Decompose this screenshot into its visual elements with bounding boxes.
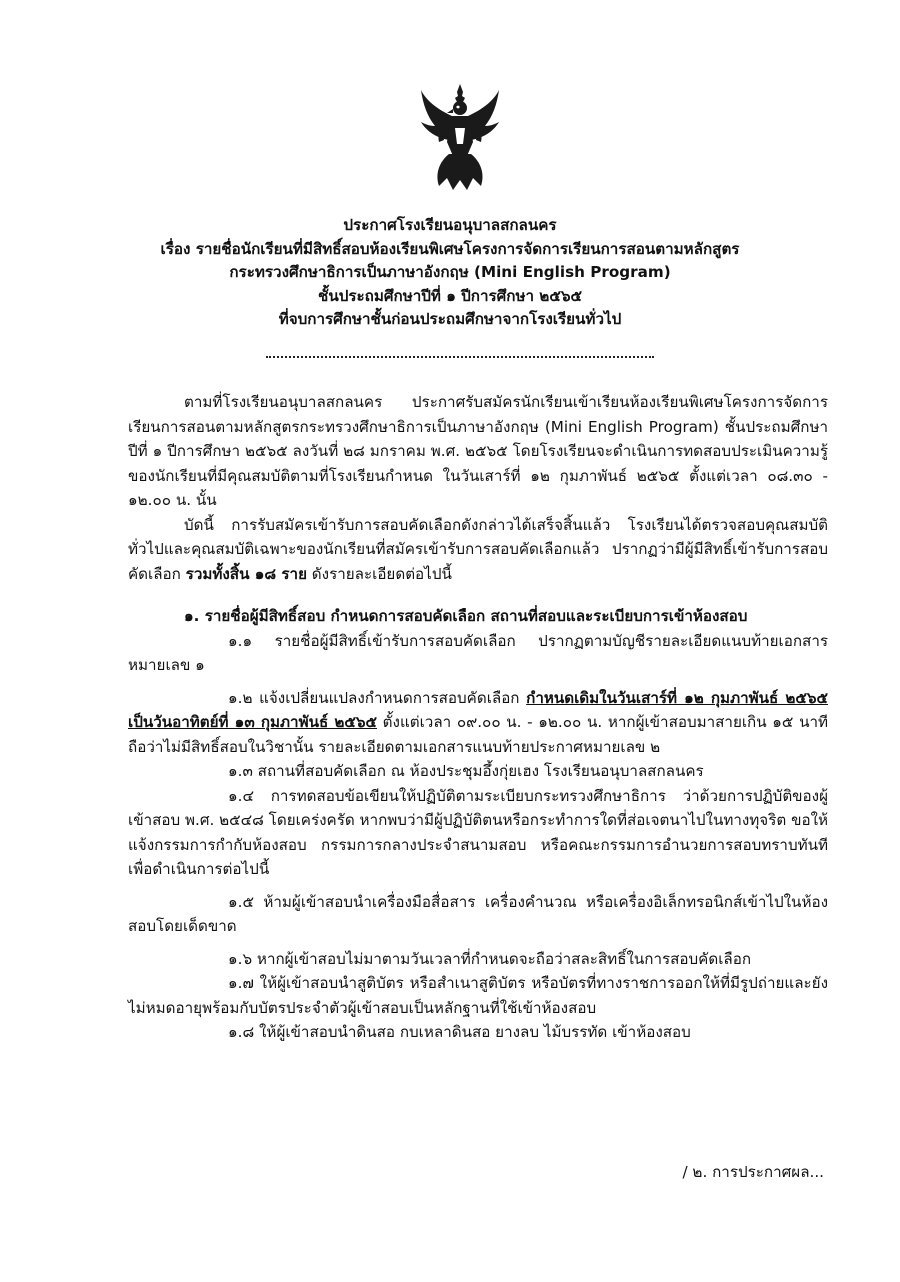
header-grade-line: ชั้นประถมศึกษาปีที่ ๑ ปีการศึกษา ๒๕๖๕ (318, 286, 582, 305)
item-1-2-tail: ตั้งแต่เวลา ๐๙.๐๐ น. - ๑๒.๐๐ น. หากผู้เข้าสอบมาสายเกิน ๑๕ นาที ถือว่าไม่มีสิทธิ์สอบในวิชานั้น รายละเอียดตามเอกสารแนบท้ายประกาศหมายเลข ๒ (128, 713, 828, 756)
announcement-header (120, 214, 780, 332)
section-1-heading: ๑. รายชื่อผู้มีสิทธิ์สอบ กำหนดการสอบคัดเลือก สถานที่สอบและระเบียบการเข้าห้องสอบ (184, 607, 748, 625)
item-1-4: ๑.๔ การทดสอบข้อเขียนให้ปฏิบัติตามระเบียบกระทรวงศึกษาธิการ ว่าด้วยการปฏิบัติของผู้เข้าสอบ พ.ศ. ๒๕๔๘ โดยเคร่งครัด หากพบว่ามีผู้ปฏิบัติตนหรือกระทำการใดที่ส่อเจตนาไปในทางทุจริต ขอให้แจ้งกรรมการกำกับห้องสอบ กรรมการกลางประจำสนามสอบ หรือคณะกรรมการอำนวยการสอบทราบทันทีเพื่อดำเนินการต่อไปนี้ (128, 786, 828, 878)
announcement-body (128, 390, 828, 1045)
intro-paragraph-2-tail: ดังรายละเอียดต่อไปนี้ (306, 564, 452, 583)
item-1-3: ๑.๓ สถานที่สอบคัดเลือก ณ ห้องประชุมอึ้งกุ่ยเฮง โรงเรียนอนุบาลสกลนคร (228, 762, 704, 780)
item-1-7: ๑.๗ ให้ผู้เข้าสอบนำสูติบัตร หรือสำเนาสูติบัตร หรือบัตรที่ทางราชการออกให้ที่มีรูปถ่ายและยังไม่หมดอายุพร้อมกับบัตรประจำตัวผู้เข้าสอบเป็นหลักฐานที่ใช้เข้าห้องสอบ (128, 974, 828, 1017)
item-1-1: ๑.๑ รายชื่อผู้มีสิทธิ์เข้ารับการสอบคัดเลือก ปรากฏตามบัญชีรายละเอียดแนบท้ายเอกสารหมายเลข ๑ (128, 631, 828, 674)
header-ministry-line: กระทรวงศึกษาธิการเป็นภาษาอังกฤษ (Mini English Program) (229, 263, 671, 281)
header-school-title: ประกาศโรงเรียนอนุบาลสกลนคร (343, 216, 557, 234)
garuda-emblem-icon (419, 82, 501, 194)
intro-paragraph-2 (128, 513, 828, 587)
item-1-2-text: ๑.๒ แจ้งเปลี่ยนแปลงกำหนดการสอบคัดเลือก (228, 688, 527, 707)
continued-on-next-page: / ๒. การประกาศผล... (682, 1163, 824, 1181)
item-1-6: ๑.๖ หากผู้เข้าสอบไม่มาตามวันเวลาที่กำหนดจะถือว่าสละสิทธิ์ในการสอบคัดเลือก (228, 949, 752, 968)
header-school-origin-line: ที่จบการศึกษาชั้นก่อนประถมศึกษาจากโรงเรียนทั่วไป (278, 310, 622, 328)
total-candidates: รวมทั้งสิ้น ๑๘ ราย (185, 564, 307, 583)
item-1-2 (128, 686, 828, 760)
dotted-divider (266, 356, 654, 358)
schedule-change-notice: กำหนดเดิมในวันเสาร์ที่ ๑๒ กุมภาพันธ์ ๒๕๖๕ เป็นวันอาทิตย์ที่ ๑๓ กุมภาพันธ์ ๒๕๖๕ (128, 688, 828, 731)
intro-paragraph-2-text: บัดนี้ การรับสมัครเข้ารับการสอบคัดเลือกดังกล่าวได้เสร็จสิ้นแล้ว โรงเรียนได้ตรวจสอบคุณสมบัติทั่วไปและคุณสมบัติเฉพาะของนักเรียนที่สมัครเข้ารับการสอบคัดเลือกแล้ว ปรากฏว่ามีผู้มีสิทธิ์เข้ารับการสอบคัดเลือก (128, 515, 828, 583)
item-1-8: ๑.๘ ให้ผู้เข้าสอบนำดินสอ กบเหลาดินสอ ยางลบ ไม้บรรทัด เข้าห้องสอบ (228, 1023, 691, 1041)
intro-paragraph-1: ตามที่โรงเรียนอนุบาลสกลนคร ประกาศรับสมัครนักเรียนเข้าเรียนห้องเรียนพิเศษโครงการจัดการเรียนการสอนตามหลักสูตรกระทรวงศึกษาธิการเป็นภาษาอังกฤษ (Mini English Program) ชั้นประถมศึกษาปีที่ ๑ ปีการศึกษา ๒๕๖๕ ลงวันที่ ๒๘ มกราคม พ.ศ. ๒๕๖๕ โดยโรงเรียนจะดำเนินการทดสอบประเมินความรู้ของนักเรียนที่มีคุณสมบัติตามที่โรงเรียนกำหนด ในวันเสาร์ที่ ๑๒ กุมภาพันธ์ ๒๕๖๕ ตั้งแต่เวลา ๐๘.๓๐ - ๑๒.๐๐ น. นั้น (128, 393, 828, 509)
header-subject-line: เรื่อง รายชื่อนักเรียนที่มีสิทธิ์สอบห้องเรียนพิเศษโครงการจัดการเรียนการสอนตามหลักสูตร (160, 239, 740, 258)
item-1-5: ๑.๕ ห้ามผู้เข้าสอบนำเครื่องมือสื่อสาร เครื่องคำนวณ หรือเครื่องอิเล็กทรอนิกส์เข้าไปในห้องสอบโดยเด็ดขาด (128, 892, 828, 935)
